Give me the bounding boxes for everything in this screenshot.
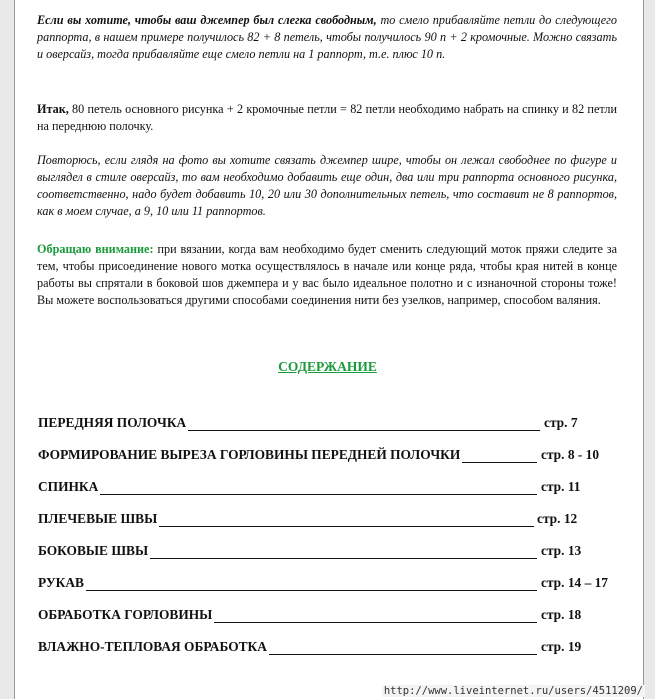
attention-body: при вязании, когда вам необходимо будет сменить следующий моток пряжи следите за тем, чтобы присоединение нового мотка осуществлялось в начале или конце ряда, чтобы края нитей в конце работы вы спрятали в боковой шов джемпера и у вас было идеальное полотно и с изнаночной стороны тоже! Вы можете воспользоваться другими способами соединения нити без узелков, например, способом валяния. [37,242,618,307]
paragraph-summary [37,101,617,135]
toc-leader-line [100,494,537,495]
toc-item-page: стр. 8 - 10 [541,447,600,462]
toc-item-label: ПЛЕЧЕВЫЕ ШВЫ [38,511,158,526]
paragraph-loose-fit [37,12,617,63]
paragraph-summary-lead: Итак, [37,102,69,116]
paragraph-loose-fit-lead: Если вы хотите, чтобы ваш джемпер был слегка свободным, [37,13,377,27]
toc-item-label: ПЕРЕДНЯЯ ПОЛОЧКА [38,415,187,430]
toc-item-label: РУКАВ [38,575,84,590]
toc-item-page: стр. 18 [541,607,582,622]
paragraph-loose-fit-body: то смело прибавляйте петли до следующего раппорта, в нашем примере получилось 82 + 8 петель, чтобы получилось 90 п + 2 кромочные. Можно связать и оверсайз, тогда прибавляйте еще смело петли на 1 раппорт, т.е. плюс 10 п. [37,13,617,61]
toc-item-page: стр. 13 [541,543,582,558]
toc-leader-line [159,526,534,527]
toc-leader-line [462,462,537,463]
attention-label: Обращаю внимание: [37,242,154,256]
toc-item-page: стр. 14 – 17 [541,575,608,590]
toc-leader-line [150,558,537,559]
toc-item-label: ФОРМИРОВАНИЕ ВЫРЕЗА ГОРЛОВИНЫ ПЕРЕДНЕЙ ПОЛОЧКИ [38,447,461,462]
toc-leader-line [269,654,537,655]
toc-item[interactable] [38,607,638,629]
toc-item[interactable] [38,447,638,469]
toc-item[interactable] [38,575,638,597]
toc-leader-line [86,590,537,591]
watermark-url: http://www.liveinternet.ru/users/4511209/ [383,685,643,697]
toc-leader-line [188,430,540,431]
toc-item-label: СПИНКА [38,479,99,494]
toc-item-page: стр. 11 [541,479,581,494]
paragraph-summary-body: 80 петель основного рисунка + 2 кромочные петли = 82 петли необходимо набрать на спинку и 82 петли на переднюю полочку. [37,102,617,133]
toc-item[interactable] [38,639,638,661]
toc-item[interactable] [38,511,638,533]
toc-item[interactable] [38,479,638,501]
toc-item-label: ОБРАБОТКА ГОРЛОВИНЫ [38,607,213,622]
toc-item-page: стр. 7 [544,415,578,430]
toc-item-page: стр. 12 [537,511,578,526]
paragraph-oversize: Повторюсь, если глядя на фото вы хотите связать джемпер шире, чтобы он лежал свободнее по фигуре и выглядел в стиле оверсайз, то вам необходимо добавить еще один, два или три раппорта основного рисунка, соответственно, надо будет добавить 10, 20 или 30 дополнительных петель, что составит не 8 раппортов, как в моем случае, а 9, 10 или 11 раппортов. [37,153,617,218]
toc-item-label: БОКОВЫЕ ШВЫ [38,543,149,558]
toc-item[interactable] [38,543,638,565]
toc-item[interactable] [38,415,638,437]
toc-leader-line [214,622,537,623]
toc-item-label: ВЛАЖНО-ТЕПЛОВАЯ ОБРАБОТКА [38,639,267,654]
toc-item-page: стр. 19 [541,639,582,654]
paragraph-attention [37,241,617,309]
toc-title[interactable]: СОДЕРЖАНИЕ [278,359,377,374]
